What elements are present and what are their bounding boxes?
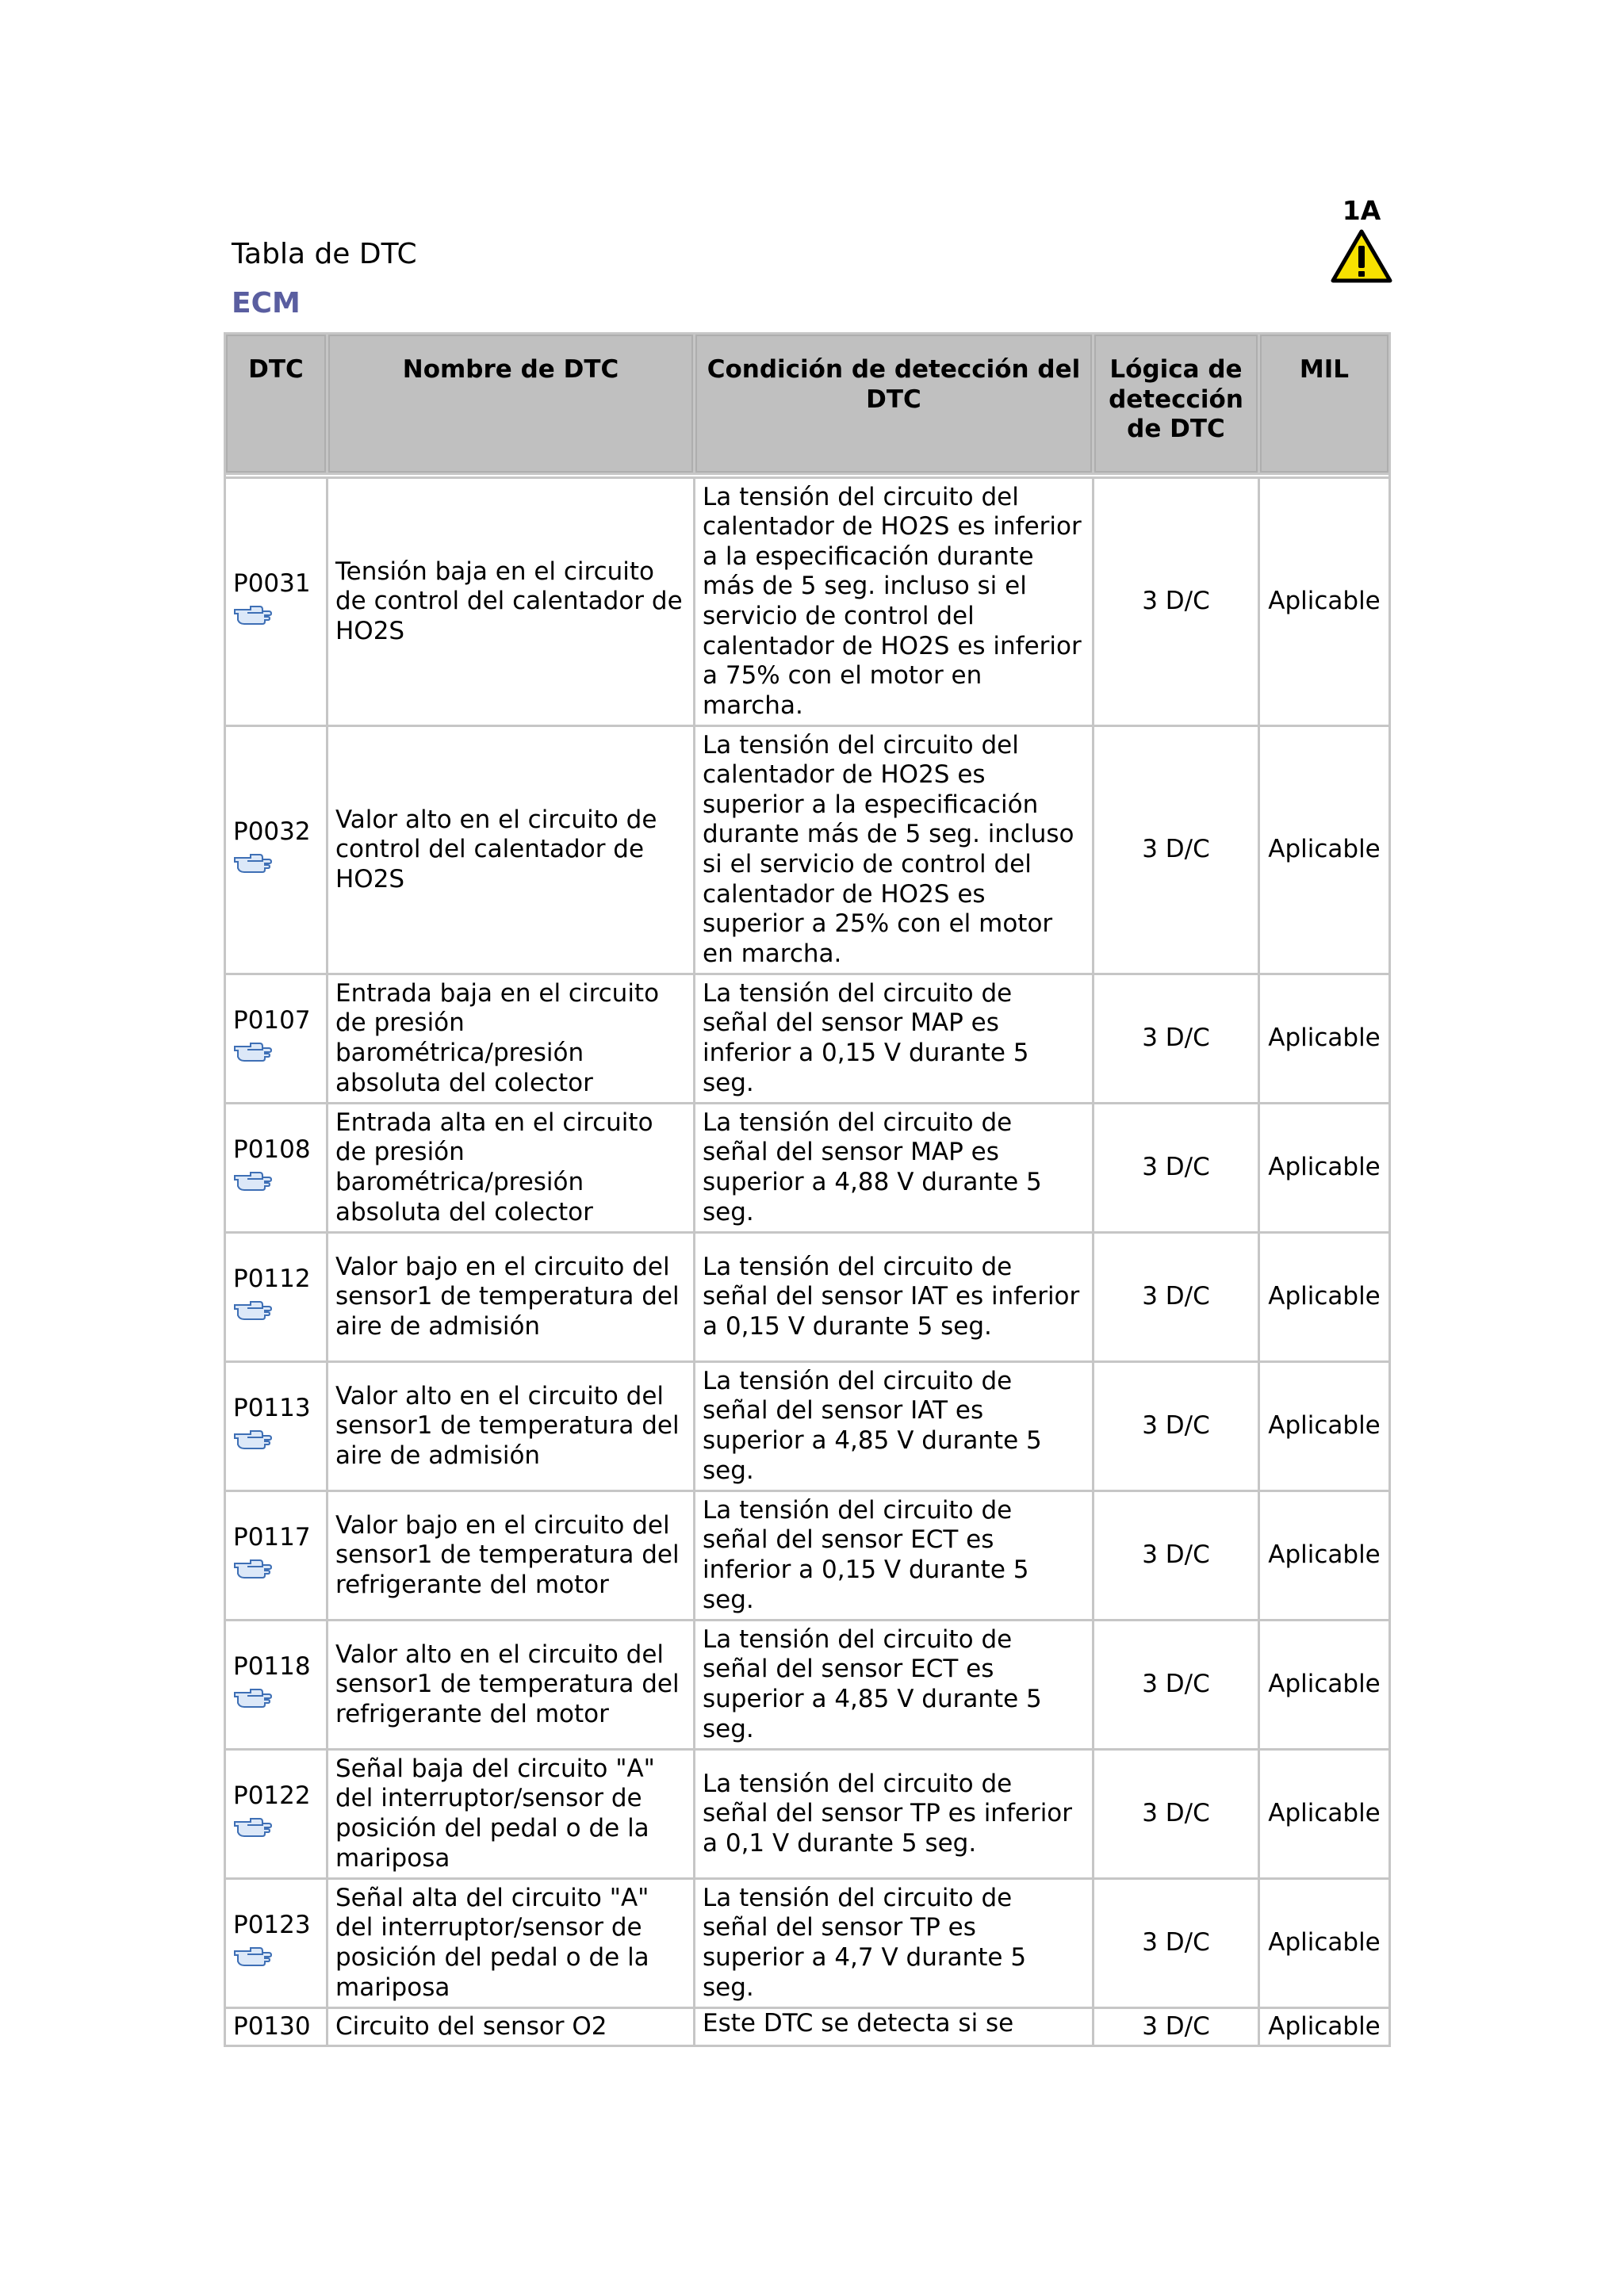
cell-logic: 3 D/C [1094, 1234, 1258, 1360]
cell-dtc [226, 727, 326, 973]
cell-condition: La tensión del circuito de señal del sensor ECT es inferior a 0,15 V durante 5 seg. [695, 1492, 1092, 1619]
cell-condition: La tensión del circuito de señal del sensor ECT es superior a 4,85 V durante 5 seg. [695, 1621, 1092, 1748]
pointing-hand-icon[interactable] [233, 1556, 319, 1588]
cell-mil: Aplicable [1260, 1104, 1388, 1231]
table-row [226, 479, 1388, 725]
cell-logic: 3 D/C [1094, 727, 1258, 973]
table-row [226, 727, 1388, 973]
cell-name: Señal alta del circuito "A" del interruptor/sensor de posición del pedal o de la mariposa [328, 1880, 693, 2007]
cell-condition: La tensión del circuito de señal del sensor TP es superior a 4,7 V durante 5 seg. [695, 1880, 1092, 2007]
pointing-hand-icon[interactable] [233, 603, 319, 634]
table-row [226, 1363, 1388, 1490]
warning-badge [1329, 195, 1394, 284]
dtc-code: P0032 [233, 817, 311, 847]
cell-dtc [226, 2009, 326, 2045]
cell-condition: La tensión del circuito de señal del sensor IAT es superior a 4,85 V durante 5 seg. [695, 1363, 1092, 1490]
cell-logic: 3 D/C [1094, 975, 1258, 1102]
cell-condition: La tensión del circuito de señal del sensor MAP es superior a 4,88 V durante 5 seg. [695, 1104, 1092, 1231]
cell-dtc [226, 1363, 326, 1490]
page-title: Tabla de DTC [232, 238, 417, 270]
cell-mil: Aplicable [1260, 1621, 1388, 1748]
header-mil: MIL [1260, 335, 1388, 473]
cell-mil: Aplicable [1260, 1234, 1388, 1360]
cell-mil: Aplicable [1260, 975, 1388, 1102]
header-logic: Lógica de detección de DTC [1094, 335, 1258, 473]
table-row [226, 975, 1388, 1102]
cell-dtc [226, 1104, 326, 1231]
table-row [226, 1104, 1388, 1231]
cell-name: Valor bajo en el circuito del sensor1 de temperatura del aire de admisión [328, 1234, 693, 1360]
table-row [226, 1492, 1388, 1619]
table-header-row [226, 335, 1388, 473]
cell-dtc [226, 1492, 326, 1619]
dtc-code: P0118 [233, 1652, 311, 1682]
pointing-hand-icon[interactable] [233, 1039, 319, 1071]
cell-dtc [226, 1880, 326, 2007]
cell-name: Entrada alta en el circuito de presión barométrica/presión absoluta del colector [328, 1104, 693, 1231]
cell-name: Valor alto en el circuito del sensor1 de temperatura del refrigerante del motor [328, 1621, 693, 1748]
header-dtc: DTC [226, 335, 326, 473]
warning-triangle-icon [1330, 228, 1393, 284]
dtc-code: P0107 [233, 1006, 311, 1035]
cell-name: Valor bajo en el circuito del sensor1 de temperatura del refrigerante del motor [328, 1492, 693, 1619]
cell-condition: La tensión del circuito de señal del sensor IAT es inferior a 0,15 V durante 5 seg. [695, 1234, 1092, 1360]
cell-logic: 3 D/C [1094, 1621, 1258, 1748]
dtc-code: P0112 [233, 1265, 311, 1294]
table-spacer [226, 475, 1388, 476]
cell-mil: Aplicable [1260, 1492, 1388, 1619]
pointing-hand-icon[interactable] [233, 1298, 319, 1330]
cell-name: Señal baja del circuito "A" del interruptor/sensor de posición del pedal o de la mariposa [328, 1751, 693, 1877]
table-row [226, 1751, 1388, 1877]
cell-name: Valor alto en el circuito de control del calentador de HO2S [328, 727, 693, 973]
pointing-hand-icon[interactable] [233, 1815, 319, 1846]
cell-logic: 3 D/C [1094, 1363, 1258, 1490]
cell-name: Valor alto en el circuito del sensor1 de temperatura del aire de admisión [328, 1363, 693, 1490]
cell-name: Circuito del sensor O2 [328, 2009, 693, 2045]
dtc-code: P0031 [233, 569, 311, 599]
cell-mil: Aplicable [1260, 1880, 1388, 2007]
cell-logic: 3 D/C [1094, 1492, 1258, 1619]
cell-dtc [226, 1751, 326, 1877]
cell-mil: Aplicable [1260, 1751, 1388, 1877]
dtc-code: P0113 [233, 1394, 311, 1423]
cell-logic: 3 D/C [1094, 479, 1258, 725]
cell-condition: La tensión del circuito del calentador de HO2S es inferior a la especificación durante más de 5 seg. incluso si el servicio de control del calentador de HO2S es inferior a 75% con el motor en marcha. [695, 479, 1092, 725]
cell-logic: 3 D/C [1094, 2009, 1258, 2045]
dtc-code: P0130 [233, 2011, 311, 2041]
cell-mil: Aplicable [1260, 727, 1388, 973]
cell-condition: La tensión del circuito de señal del sensor TP es inferior a 0,1 V durante 5 seg. [695, 1751, 1092, 1877]
header-name: Nombre de DTC [328, 335, 693, 473]
dtc-code: P0117 [233, 1523, 311, 1552]
cell-logic: 3 D/C [1094, 1751, 1258, 1877]
cell-dtc [226, 975, 326, 1102]
header-condition: Condición de detección del DTC [695, 335, 1092, 473]
pointing-hand-icon[interactable] [233, 851, 319, 882]
cell-condition: Este DTC se detecta si se [695, 2009, 1092, 2045]
cell-dtc [226, 1621, 326, 1748]
warning-label: 1A [1342, 195, 1381, 226]
dtc-code: P0122 [233, 1781, 311, 1811]
dtc-code: P0108 [233, 1135, 311, 1165]
pointing-hand-icon[interactable] [233, 1686, 319, 1717]
cell-dtc [226, 479, 326, 725]
cell-condition: La tensión del circuito de señal del sensor MAP es inferior a 0,15 V durante 5 seg. [695, 975, 1092, 1102]
cell-dtc [226, 1234, 326, 1360]
cell-mil: Aplicable [1260, 479, 1388, 725]
table-row [226, 2009, 1388, 2045]
cell-name: Entrada baja en el circuito de presión barométrica/presión absoluta del colector [328, 975, 693, 1102]
section-title: ECM [232, 287, 301, 320]
dtc-table [224, 332, 1391, 2047]
cell-logic: 3 D/C [1094, 1104, 1258, 1231]
cell-condition: La tensión del circuito del calentador de HO2S es superior a la especificación durante más de 5 seg. incluso si el servicio de control del calentador de HO2S es superior a 25% con el motor en marcha. [695, 727, 1092, 973]
cell-mil: Aplicable [1260, 2009, 1388, 2045]
dtc-code: P0123 [233, 1911, 311, 1940]
table-row [226, 1621, 1388, 1748]
cell-mil: Aplicable [1260, 1363, 1388, 1490]
pointing-hand-icon[interactable] [233, 1944, 319, 1976]
cell-name: Tensión baja en el circuito de control del calentador de HO2S [328, 479, 693, 725]
cell-logic: 3 D/C [1094, 1880, 1258, 2007]
table-row [226, 1880, 1388, 2007]
table-row [226, 1234, 1388, 1360]
pointing-hand-icon[interactable] [233, 1427, 319, 1459]
pointing-hand-icon[interactable] [233, 1169, 319, 1200]
